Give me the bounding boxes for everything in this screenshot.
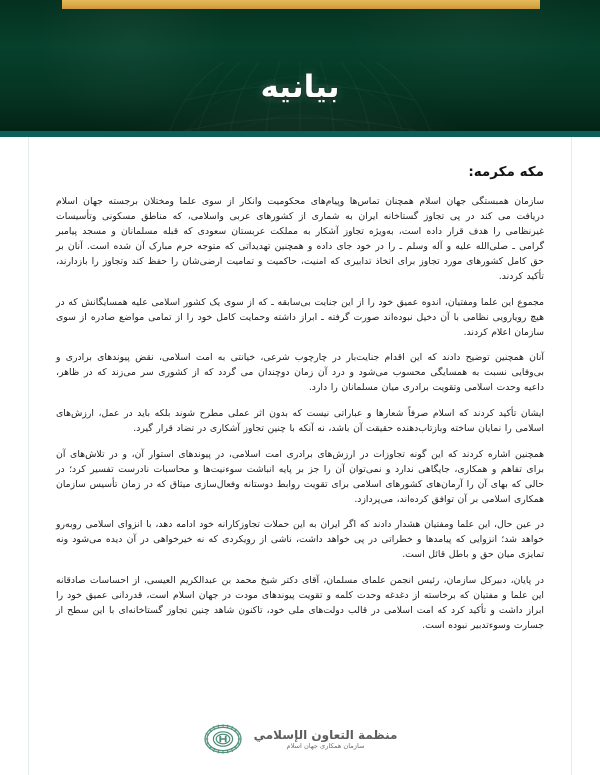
header-teal-band (0, 131, 600, 137)
oic-wordmark-arabic: منظمة التعاون الإسلامي (253, 727, 398, 742)
statement-paragraph: همچنین اشاره کردند که این گونه تجاوزات در ارزش‌های برادری امت اسلامی، در پیوندهای استوار آن، و در تلاش‌های آن برای تفاهم و همکاری، جایگاهی ندارد و نمی‌توان آن را جز بر پایه انباشت سوءنیت‌ها و محاسبات نادرست تفسیر کرد؛ در حالی که بهای آن را آرمان‌های کشورهای اسلامی برای تقویت روابط دوستانه وفعال‌سازی میثاق که در زمان تأسیس سازمان همکاری اسلامی بر آن توافق کرده‌اند، می‌پردازد. (56, 448, 544, 505)
statement-paragraph: در عین حال، این علما ومفتیان هشدار دادند که اگر ایران به این حملات تجاوزکارانه خود ادامه دهد، با انزوای اسلامی روبه‌رو خواهد شد؛ انزوایی که پیامدها و خطراتی در پی خواهد داشت، ناشی از رویکردی که نه خیرخواهی در آن دیده می‌شود ونه تمایزی میان حق و باطل قائل است. (56, 519, 544, 561)
oic-emblem-icon (203, 719, 243, 759)
statement-paragraph: آنان همچنین توضیح دادند که این اقدام جنایت‌بار در چارچوب شرعی، خیانتی به امت اسلامی، نقض پیوندهای برادری و بی‌وفایی نسبت به همسایگی محسوب می‌شود و درد آن زمان دوچندان می گردد که از کشوری سر می‌زند که در ظاهر، داعیه وحدت اسلامی وتقویت برادری میان مسلمانان را دارد. (56, 352, 544, 394)
statement-paragraph: سازمان همبستگی جهان اسلام همچنان تماس‌ها وپیام‌های محکومیت وانکار از سوی علما ومختلان برجسته جهان اسلام دریافت می کند در پی تجاوز گستاخانه ایران به شماری از کشورهای عربی واسلامی، که مناطق مسکونی وتأسیسات غیرنظامی را هدف قرار داده است، به‌ویژه تجاوز آشکار به مملکت عربستان سعودی که قبله مسلمانان و مسجد پیامبر گرامی ـ صلی‌الله علیه و آله وسلم ـ را در خود جای داده و همچنین تهدیداتی که متوجه حرم مبارک آن شده است. آنان بر حق کامل کشورهای مورد تجاوز برای اتخاذ تدابیری که امنیت، حاکمیت و تمامیت ارضی‌شان را حفظ کند وتجاوز را بازدارند، تأکید کردند. (56, 195, 544, 283)
statement-body (56, 163, 544, 633)
gold-accent-bar (62, 0, 540, 9)
statement-paragraph: مجموع این علما ومفتیان، اندوه عمیق خود را از این جنایت بی‌سابقه ـ که از سوی یک کشور اسلامی علیه همسایگانش که در هیچ رویارویی نظامی با آن دخیل نبوده‌اند صورت گرفته ـ ابراز داشته وحمایت کامل خود را از تمامی مواضع صادره از سوی سازمان اعلام کردند. (56, 296, 544, 338)
sheet-right-rule (571, 137, 572, 775)
page-header (0, 0, 600, 131)
oic-wordmark-persian: سازمان همکاری جهان اسلام (286, 741, 365, 750)
document-sheet (0, 137, 600, 775)
sheet-left-rule (28, 137, 29, 775)
page-footer (0, 719, 600, 759)
dateline-heading: مکه مکرمه: (468, 164, 544, 180)
statement-paragraph: در پایان، دبیرکل سازمان، رئیس انجمن علمای مسلمان، آقای دکتر شیخ محمد بن عبدالکریم العیسی، از احساسات صادقانه این علما و مفتیان که برخاسته از دغدغه وحدت کلمه و تقویت پیوندهای مودت در جهان اسلام است، قدردانی عمیق خود را ابراز داشت و تأکید کرد که امت اسلامی در قالب دولت‌های ملی خود، تاکنون شاهد چنین تجاوز گستاخانه‌ای با این سطح از جسارت وسوءتدبیر نبوده است. (56, 574, 544, 632)
statement-paragraph: ایشان تأکید کردند که اسلام صرفاً شعارها و عباراتی نیست که بدون اثر عملی مطرح شوند بلکه باید در عمل، ارزش‌های اسلامی را نمایان ساخته وبازتاب‌دهنده حقیقت آن باشد، نه آنکه با چنین تجاوز آشکاری در تضاد قرار گیرد. (56, 407, 544, 434)
page-title: بیانیه (260, 69, 340, 105)
oic-wordmark (254, 729, 398, 750)
